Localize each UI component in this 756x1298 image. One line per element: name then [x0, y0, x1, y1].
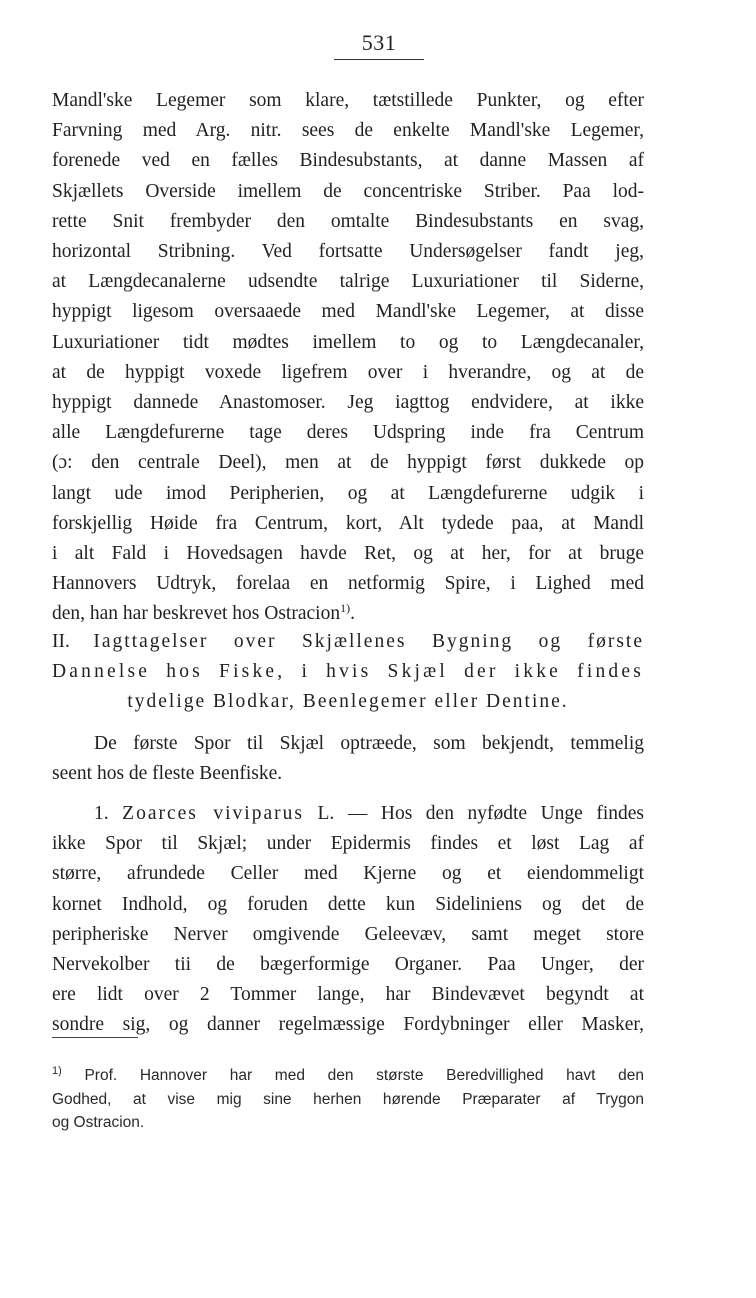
paragraph-first-traces [52, 729, 644, 789]
heading-text: Iagttagelser over Skjællenes Bygning og første [93, 631, 644, 652]
text-line: De første Spor til Skjæl optræede, som bekjendt, temmelig [94, 733, 644, 754]
text-line: Hannovers Udtryk, forelaa en netformig Spire, i Lighed med [52, 573, 644, 595]
text-line: ere lidt over 2 Tommer lange, har Bindevævet begyndt at [52, 984, 644, 1006]
text-line: hyppigt dannede Anastomoser. Jeg iagttog endvidere, at ikke [52, 392, 644, 414]
text-line: i alt Fald i Hovedsagen havde Ret, og at her, for at bruge [52, 543, 644, 565]
footnote-reference[interactable]: 1) [340, 601, 351, 616]
text-line: peripheriske Nerver omgivende Geleevæv, samt meget store [52, 923, 644, 945]
text-line: Nervekolber tii de bægerformige Organer. Paa Unger, der [52, 954, 644, 976]
text-line: Farvning med Arg. nitr. sees de enkelte Mandl'ske Legemer, [52, 120, 644, 142]
page-number: 531 [361, 30, 397, 55]
text-line: forenede ved en fælles Bindesubstants, at danne Massen af [52, 150, 644, 172]
text-line: større, afrundede Celler med Kjerne og et eiendommeligt [52, 863, 644, 885]
footnote-line: Godhed, at vise mig sine herhen hørende Præparater af Trygon [52, 1090, 644, 1108]
paragraph-mandl-legemer [52, 86, 644, 630]
text-line: ikke Spor til Skjæl; under Epidermis findes et løst Lag af [52, 833, 644, 855]
footnote-line: og Ostracion. [52, 1114, 145, 1131]
text-line: at Længdecanalerne udsendte talrige Luxuriationer til Siderne, [52, 271, 644, 293]
text-line: kornet Indhold, og foruden dette kun Sideliniens og det de [52, 893, 644, 915]
text-line: Mandl'ske Legemer som klare, tætstillede Punkter, og efter [52, 90, 644, 111]
text-line: Luxuriationer tidt mødtes imellem to og to Længdecanaler, [52, 331, 644, 353]
text-segment: . [350, 603, 355, 625]
footnote-line [52, 1064, 644, 1088]
heading-line: tydelige Blodkar, Beenlegemer eller Dentine. [127, 691, 569, 713]
text-line: langt ude imod Peripherien, og at Længdefurerne udgik i [52, 482, 644, 504]
paragraph-zoarces [52, 799, 644, 1041]
section-numeral: II. [52, 631, 70, 652]
text-line: forskjellig Høide fra Centrum, kort, Alt tydede paa, at Mandl [52, 512, 644, 534]
text-line-last [52, 599, 644, 629]
item-number: 1. [94, 803, 109, 824]
text-line: Skjællets Overside imellem de concentriske Striber. Paa lod- [52, 180, 644, 202]
text-line: hyppigt ligesom oversaaede med Mandl'ske Legemer, at disse [52, 301, 644, 323]
text-line: alle Længdefurerne tage deres Udspring inde fra Centrum [52, 422, 644, 444]
text-line: rette Snit frembyder den omtalte Bindesubstants en svag, [52, 210, 644, 232]
heading-line: Dannelse hos Fiske, i hvis Skjæl der ikke findes [52, 661, 644, 683]
text-line-last: seent hos de fleste Beenfiske. [52, 763, 283, 785]
footnote [52, 1064, 644, 1135]
text-segment: Hos den nyfødte Unge findes [380, 803, 644, 824]
text-line [52, 799, 644, 829]
text-line: horizontal Stribning. Ved fortsatte Undersøgelser fandt jeg, [52, 241, 644, 263]
footnote-divider [52, 1037, 138, 1038]
text-line: (ɔ: den centrale Deel), men at de hyppigt først dukkede op [52, 452, 644, 474]
section-heading-ii [52, 627, 644, 718]
text-line: at de hyppigt voxede ligefrem over i hverandre, og at de [52, 361, 644, 383]
heading-line [52, 627, 644, 657]
footnote-mark: 1) [52, 1065, 62, 1077]
page-number-underline [334, 59, 424, 60]
species-authority: L. [317, 803, 335, 824]
text-segment: den, han har beskrevet hos Ostracion [52, 603, 341, 625]
footnote-text: Prof. Hannover har med den største Beredvillighed havt den [84, 1067, 644, 1084]
text-line: sondre sig, og danner regelmæssige Fordybninger eller Masker, [52, 1014, 644, 1036]
em-dash: — [347, 803, 368, 824]
species-name: Zoarces viviparus [122, 803, 304, 824]
